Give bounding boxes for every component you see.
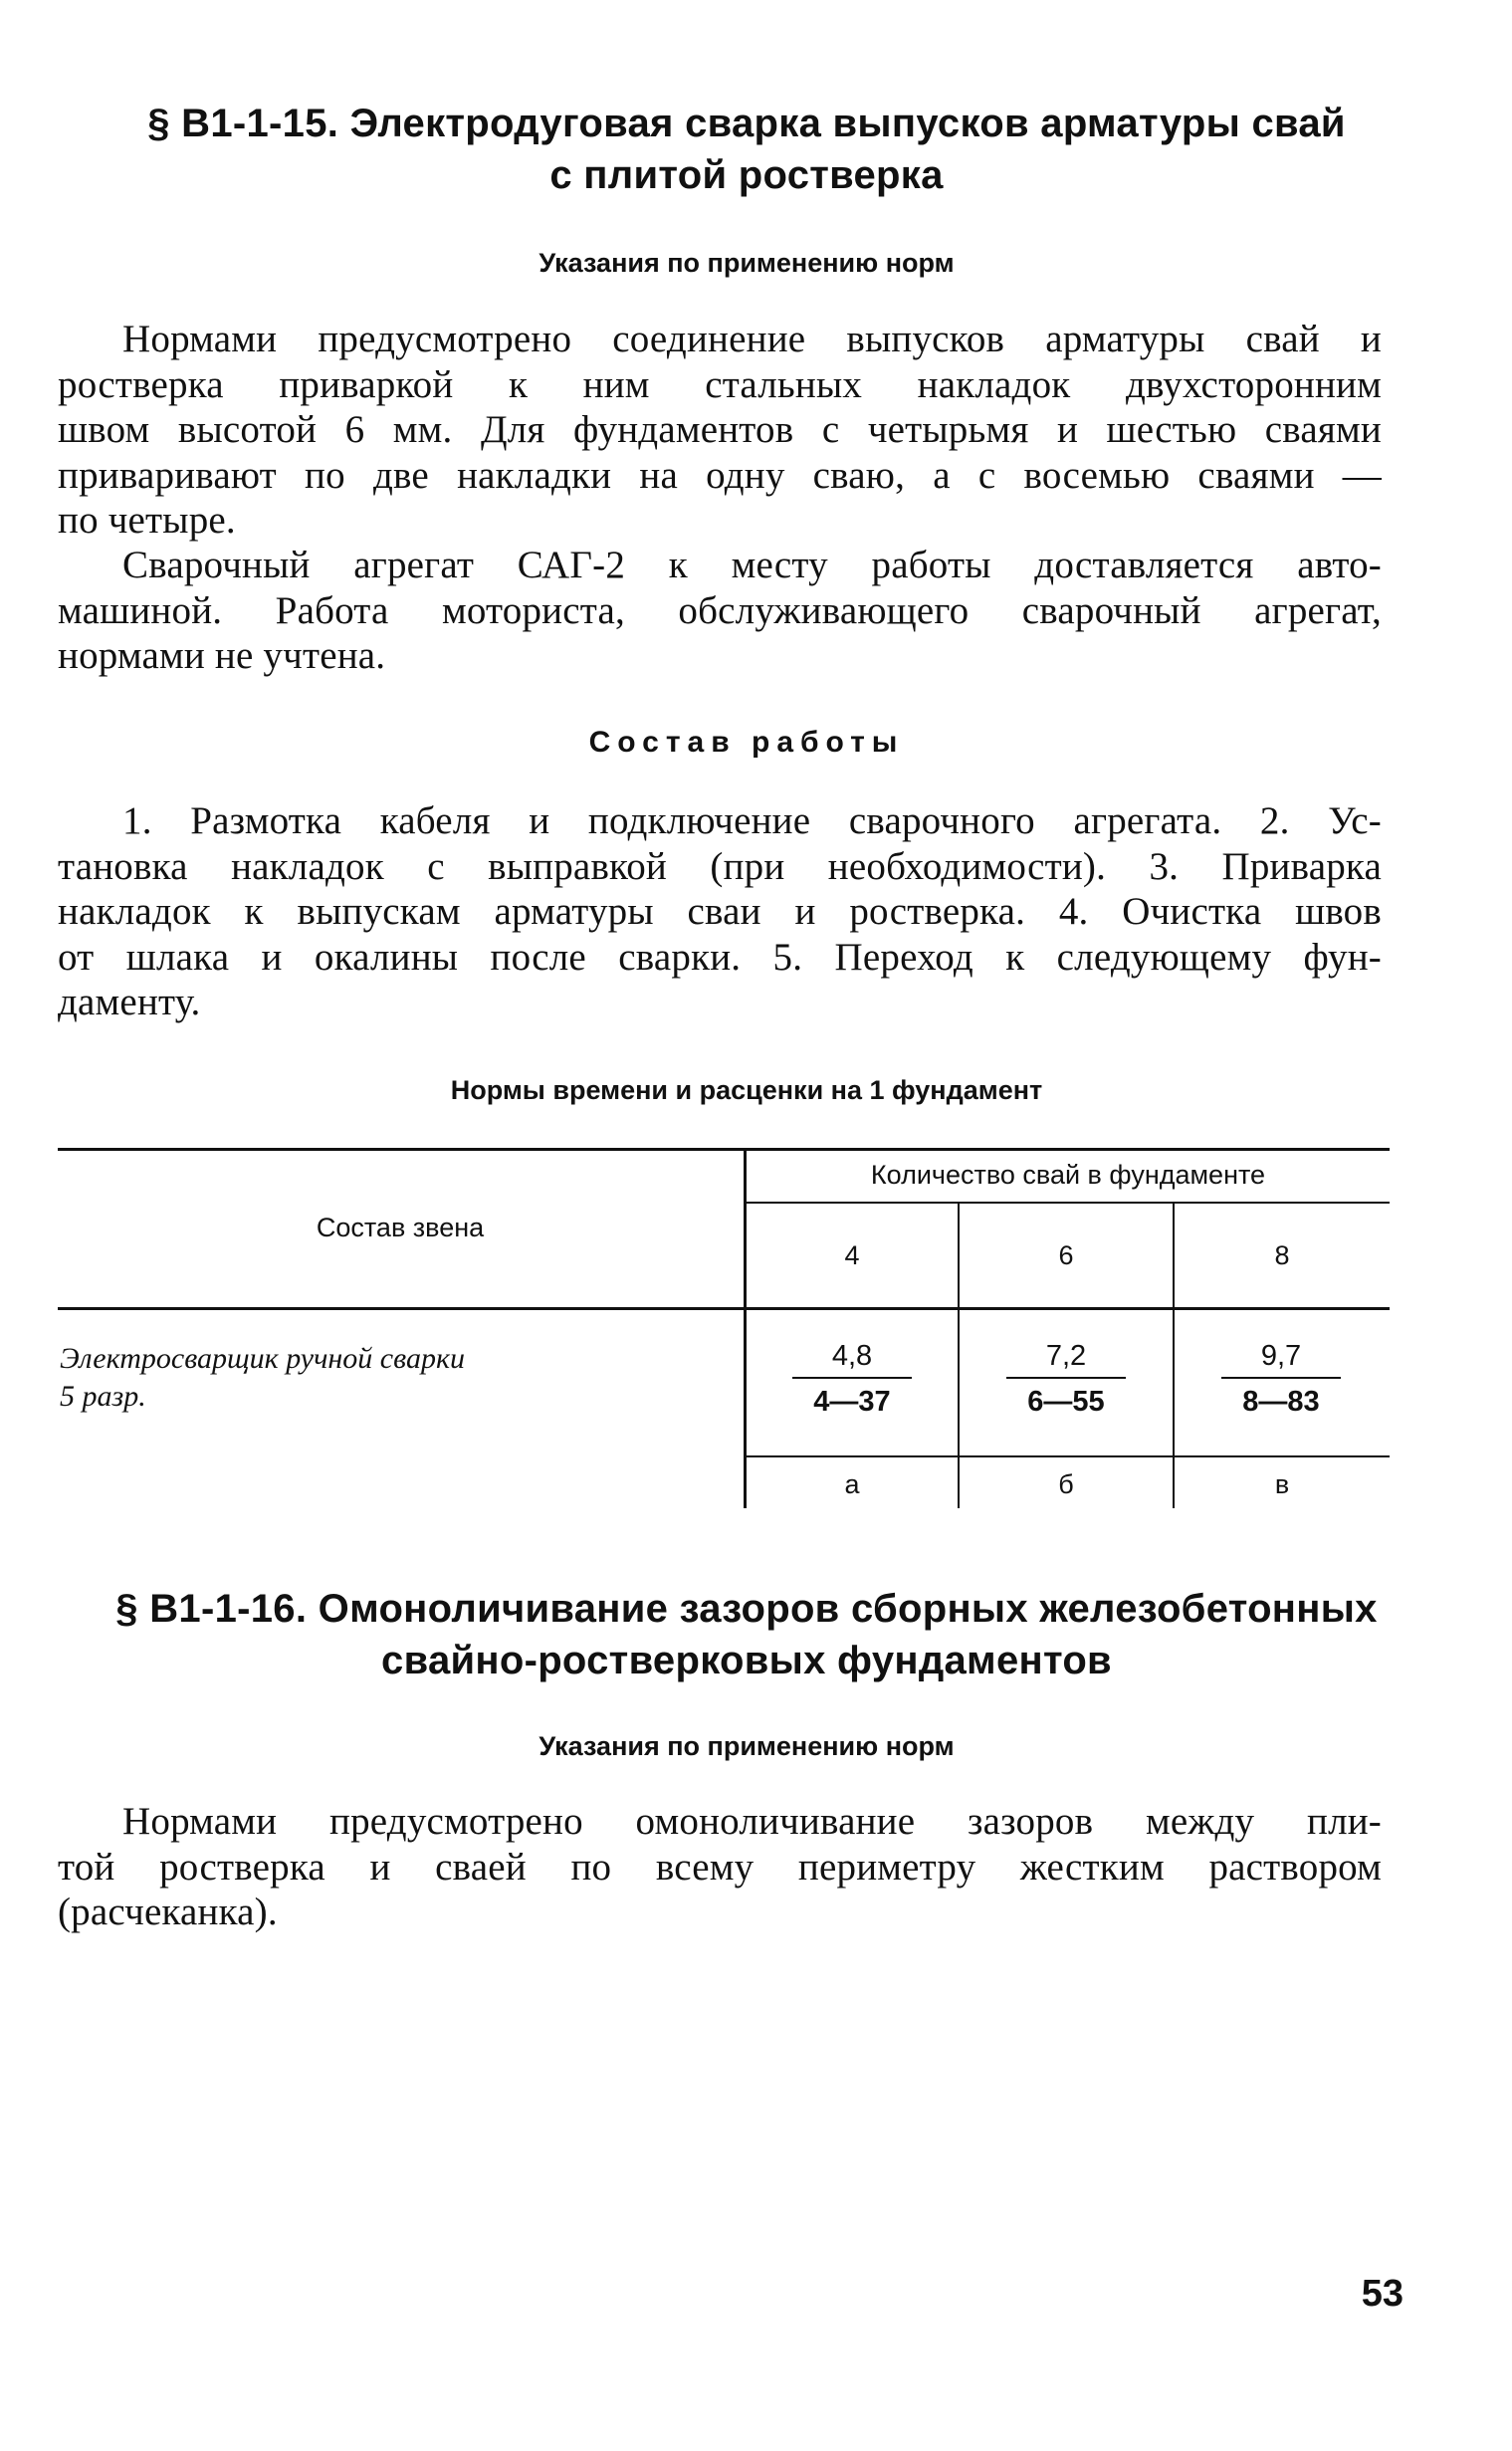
table-header-8-piles: 8	[1274, 1240, 1290, 1270]
time-norm: 9,7	[1260, 1340, 1302, 1372]
table-caption: Нормы времени и расценки на 1 фундамент	[450, 1075, 1043, 1105]
table-top-rule	[58, 1148, 1390, 1151]
text-line: машиной. Работа моториста, обслуживающего сварочный агрегат,	[58, 588, 1382, 632]
table-cell-8-piles	[1211, 1339, 1351, 1419]
text-line: Нормами предусмотрено омоноличивание зазоров между пли-	[122, 1800, 1382, 1843]
section-title-line: с плитой ростверка	[549, 153, 944, 197]
section-title-line: § В1-1-16. Омоноличивание зазоров сборных железобетонных	[115, 1587, 1378, 1631]
work-composition-paragraph	[58, 798, 1382, 1025]
rate-value: 6—55	[1027, 1386, 1105, 1418]
text-line: (расчеканка).	[58, 1891, 278, 1933]
fraction-bar	[1006, 1377, 1126, 1379]
table-column-letter: в	[1274, 1469, 1290, 1499]
section2-paragraph	[58, 1799, 1382, 1935]
table-body-bottom-rule	[745, 1455, 1390, 1457]
text-line: ростверка приваркой к ним стальных накладок двухсторонним	[58, 362, 1382, 406]
table-column-letter: а	[844, 1469, 860, 1499]
table-cell-4-piles	[782, 1339, 922, 1419]
guidance-paragraph-1	[58, 317, 1382, 544]
table-header-bottom-rule	[58, 1307, 1390, 1310]
text-line: тановка накладок с выправкой (при необходимости). 3. Приварка	[58, 844, 1382, 888]
text-line: по четыре.	[58, 499, 236, 542]
time-norm: 7,2	[1045, 1340, 1087, 1372]
table-header-pile-count: Количество свай в фундаменте	[870, 1160, 1266, 1190]
fraction-bar	[792, 1377, 912, 1379]
table-cell-6-piles	[996, 1339, 1136, 1419]
rate-value: 8—83	[1242, 1386, 1320, 1418]
text-line: швом высотой 6 мм. Для фундаментов с четырьмя и шестью сваями	[58, 408, 1382, 451]
text-line: той ростверка и сваей по всему периметру жестким раствором	[58, 1845, 1382, 1889]
section-title-b1-1-15	[90, 98, 1404, 201]
work-composition-heading: Состав работы	[588, 726, 905, 759]
section-title-b1-1-16	[90, 1583, 1404, 1686]
table-header-4-piles: 4	[844, 1240, 860, 1270]
text-line: от шлака и окалины после сварки. 5. Переход к следующему фун-	[58, 935, 1382, 979]
table-header-6-piles: 6	[1058, 1240, 1074, 1270]
table-row-grade: 5 разр.	[60, 1380, 146, 1413]
fraction-bar	[1221, 1377, 1341, 1379]
text-line: Сварочный агрегат САГ-2 к месту работы доставляется авто-	[122, 544, 1382, 586]
text-line: 1. Размотка кабеля и подключение сварочного агрегата. 2. Ус-	[122, 799, 1382, 842]
text-line: даменту.	[58, 981, 201, 1023]
table-column-letter: б	[1058, 1469, 1074, 1499]
page-number: 53	[1361, 2273, 1404, 2315]
table-subheader-rule	[745, 1202, 1390, 1204]
text-line: Нормами предусмотрено соединение выпусков арматуры свай и	[122, 318, 1382, 360]
rate-value: 4—37	[813, 1386, 891, 1418]
text-line: накладок к выпускам арматуры сваи и ростверка. 4. Очистка швов	[58, 890, 1382, 933]
guidance-heading-2: Указания по применению норм	[539, 1731, 955, 1761]
section-title-line: свайно-ростверковых фундаментов	[381, 1639, 1112, 1682]
table-header-composition: Состав звена	[316, 1213, 485, 1242]
table-divider-vertical	[744, 1148, 747, 1508]
section-title-line: § В1-1-15. Электродуговая сварка выпусков арматуры свай	[147, 102, 1346, 145]
time-norm: 4,8	[831, 1340, 873, 1372]
text-line: приваривают по две накладки на одну сваю, а с восемью сваями —	[58, 453, 1382, 497]
table-row-label: Электросварщик ручной сварки	[60, 1342, 465, 1375]
text-line: нормами не учтена.	[58, 634, 386, 677]
guidance-paragraph-2	[58, 543, 1382, 679]
guidance-heading: Указания по применению норм	[539, 248, 955, 278]
